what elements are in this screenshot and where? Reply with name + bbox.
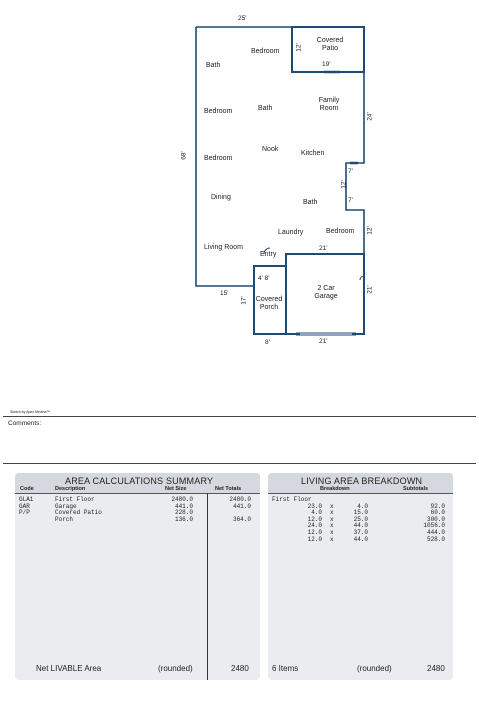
header-line xyxy=(268,493,453,494)
subtotal: 444.0 xyxy=(426,528,445,536)
subtotal: 1056.0 xyxy=(423,522,445,530)
dim-right1: 24' xyxy=(366,112,374,121)
dim-step1: 7' xyxy=(348,168,353,175)
col-code: Code xyxy=(20,486,34,492)
times-sign: x xyxy=(330,502,334,510)
dim-patio-w: 19' xyxy=(322,61,331,68)
items-count: 6 Items xyxy=(272,664,299,673)
col-breakdown: Breakdown xyxy=(320,486,350,492)
row-net-total: 441.0 xyxy=(232,502,251,510)
breakdown-b-column xyxy=(343,504,368,544)
breakdown-a: 12.0 xyxy=(307,515,322,523)
breakdown-a: 12.0 xyxy=(307,535,322,543)
dim-porch-bottom: 8' xyxy=(265,339,270,346)
breakdown-b: 4.0 xyxy=(357,502,368,510)
row-net-total: 2480.0 xyxy=(229,496,251,503)
room-label: Bath xyxy=(206,62,221,69)
divider xyxy=(3,463,476,464)
room-label: Bedroom xyxy=(204,108,233,115)
sketch-credit: Sketch by Apex Medina™ xyxy=(10,410,51,414)
col-net-totals: Net Totals xyxy=(215,486,242,492)
room-label: Entry xyxy=(260,251,277,258)
room-label: Laundry xyxy=(278,229,304,236)
row-net-size: 136.0 xyxy=(174,515,193,523)
times-sign: x xyxy=(330,535,334,543)
room-label: Bedroom xyxy=(251,48,280,55)
times-sign: x xyxy=(330,515,334,523)
dim-patio-h: 12' xyxy=(295,43,303,52)
living-breakdown-panel xyxy=(268,473,453,680)
room-label: Bath xyxy=(303,199,318,206)
row-description: Covered Patio xyxy=(55,509,102,517)
living-breakdown-title: LIVING AREA BREAKDOWN xyxy=(301,476,423,486)
times-column xyxy=(330,504,334,544)
dim-step2: 12' xyxy=(340,180,348,189)
dim-garage-bottom: 21' xyxy=(319,338,328,345)
room-label: Family Room xyxy=(318,97,340,112)
subtotal: 92.0 xyxy=(430,502,445,510)
subtotal-column xyxy=(408,504,445,544)
header-line xyxy=(15,493,260,494)
row-description: Porch xyxy=(55,515,74,523)
living-total-value: 2480 xyxy=(427,664,445,673)
totals-column xyxy=(211,497,251,523)
room-label: Living Room xyxy=(204,244,243,251)
row-net-size: 228.0 xyxy=(174,509,193,517)
row-description: Garage xyxy=(55,502,77,510)
row-net-size: 441.0 xyxy=(174,502,193,510)
room-label: 2 Car Garage xyxy=(314,285,338,300)
subtotal: 60.0 xyxy=(430,509,445,517)
breakdown-b: 37.0 xyxy=(353,528,368,536)
room-label: Bath xyxy=(258,105,273,112)
breakdown-a: 12.0 xyxy=(307,528,322,536)
times-sign: x xyxy=(330,509,334,517)
row-code: GLA1 xyxy=(19,496,34,503)
row-net-total: 364.0 xyxy=(232,515,251,523)
net-column xyxy=(155,497,193,523)
breakdown-a: 4.0 xyxy=(311,509,322,517)
comments-label: Comments: xyxy=(8,420,42,427)
area-summary-panel xyxy=(15,473,260,680)
breakdown-a: 24.0 xyxy=(307,522,322,530)
room-label: Bedroom xyxy=(326,228,355,235)
row-net-size: 2480.0 xyxy=(171,496,193,503)
col-description: Description xyxy=(55,486,86,492)
code-column xyxy=(19,497,33,523)
room-label: Covered Porch xyxy=(255,296,283,311)
dim-porch-left: 15' xyxy=(220,290,229,297)
dim-right2: 12' xyxy=(366,226,374,235)
row-description: First Floor xyxy=(55,496,95,503)
times-sign: x xyxy=(330,522,334,530)
room-label: Covered Patio xyxy=(316,37,344,52)
room-label: Bedroom xyxy=(204,155,233,162)
col-net-size: Net Size xyxy=(165,486,187,492)
net-livable-value: 2480 xyxy=(231,664,249,673)
breakdown-b: 44.0 xyxy=(353,535,368,543)
dim-top: 25' xyxy=(238,15,247,22)
dim-left: 68' xyxy=(180,151,188,160)
room-label: Nook xyxy=(262,146,279,153)
subtotal: 528.0 xyxy=(426,535,445,543)
col-subtotals: Subtotals xyxy=(403,486,429,492)
breakdown-a: 23.0 xyxy=(307,502,322,510)
dim-porch-h: 17' xyxy=(240,296,248,305)
room-label: Kitchen xyxy=(301,150,325,157)
dim-step3: 7' xyxy=(348,197,353,204)
room-label: Dining xyxy=(211,194,231,201)
column-divider xyxy=(207,493,208,680)
dim-garage-right: 21' xyxy=(366,285,374,294)
area-summary-title: AREA CALCULATIONS SUMMARY xyxy=(65,476,214,486)
times-sign: x xyxy=(330,528,334,536)
breakdown-b: 25.0 xyxy=(353,515,368,523)
dim-porch-top: 4' 8' xyxy=(258,275,270,282)
breakdown-a-column xyxy=(298,504,322,544)
divider xyxy=(3,416,476,417)
breakdown-b: 44.0 xyxy=(353,522,368,530)
description-column xyxy=(55,497,102,523)
subtotal: 300.0 xyxy=(426,515,445,523)
breakdown-b: 15.0 xyxy=(353,509,368,517)
row-code: GAR xyxy=(19,502,30,510)
row-code xyxy=(19,517,33,524)
row-code: P/P xyxy=(19,509,30,517)
rounded-label: (rounded) xyxy=(357,664,392,673)
rounded-label: (rounded) xyxy=(158,664,193,673)
net-livable-label: Net LIVABLE Area xyxy=(36,664,102,673)
floor-label: First Floor xyxy=(272,496,312,503)
dim-garage-top: 21' xyxy=(319,245,328,252)
